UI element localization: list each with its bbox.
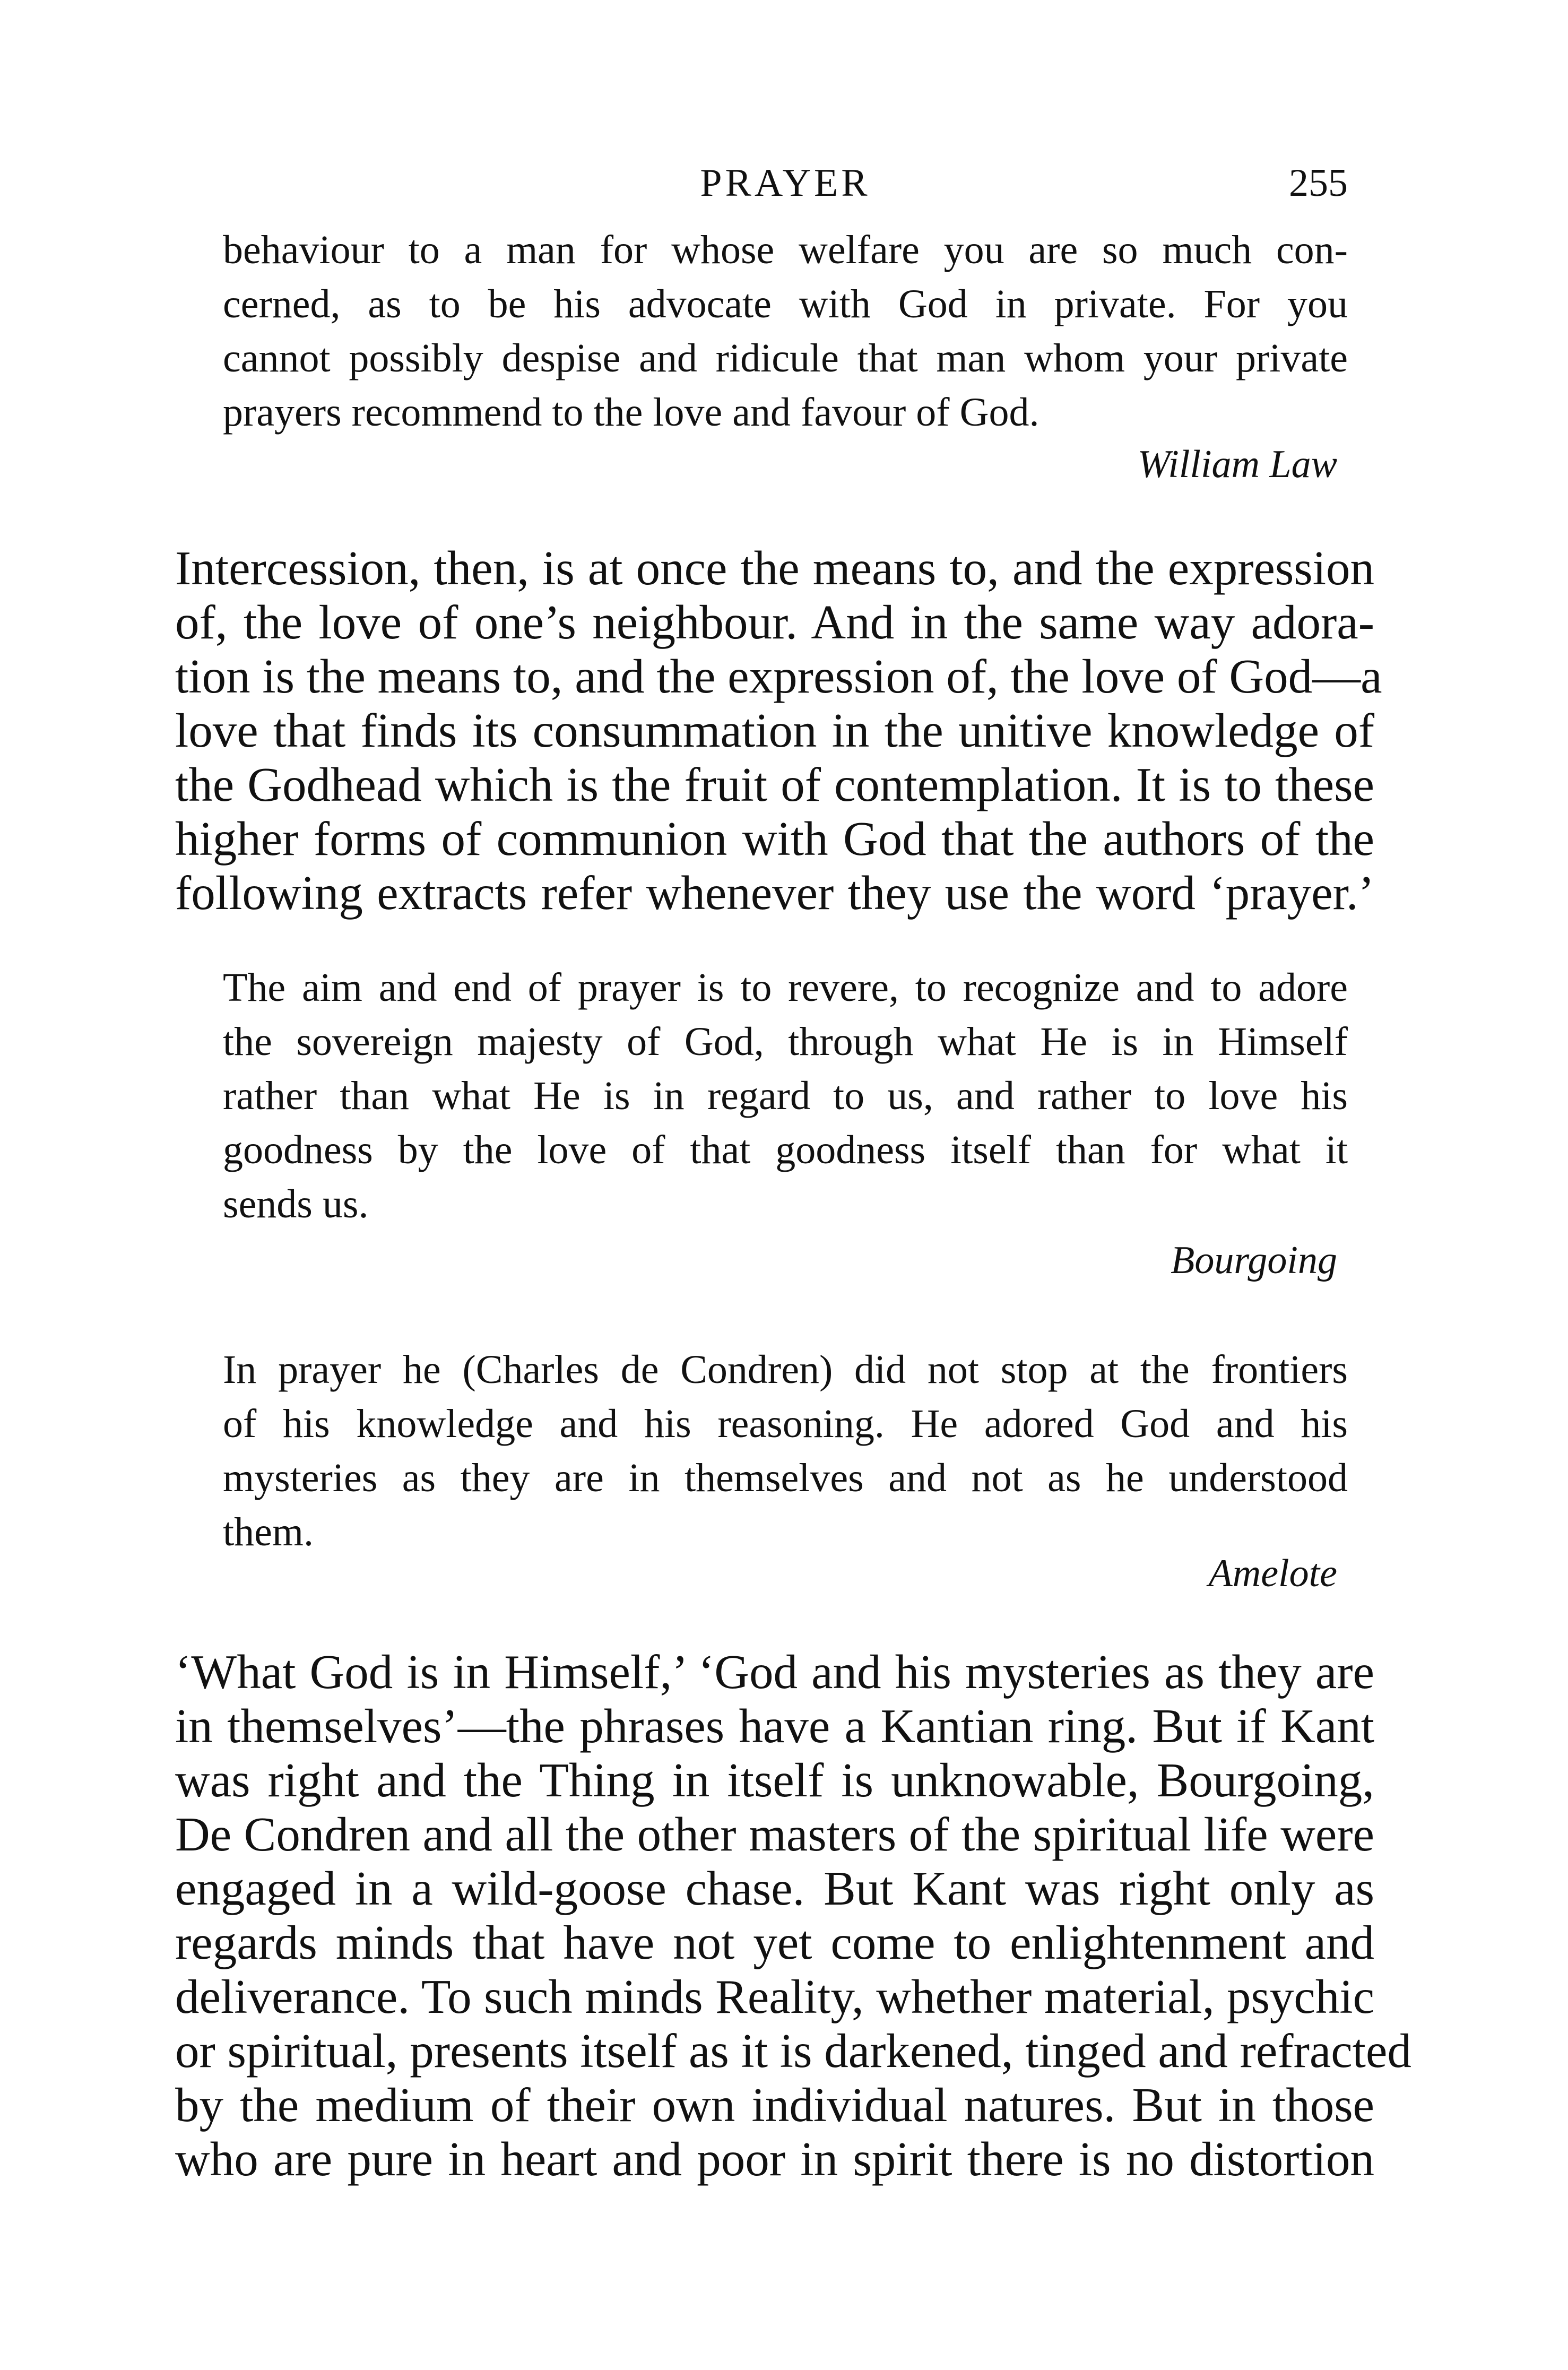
attribution-bourgoing: Bourgoing — [1171, 1239, 1337, 1282]
text-line: cerned, as to be his advocate with God in private. For you — [223, 282, 1348, 326]
text-line: ‘What God is in Himself,’ ‘God and his mysteries as they are — [175, 1645, 1374, 1699]
text-line: goodness by the love of that goodness itself than for what it — [223, 1128, 1348, 1172]
text-line: who are pure in heart and poor in spirit there is no distortion — [175, 2132, 1374, 2186]
text-line: The aim and end of prayer is to revere, to recognize and to adore — [223, 965, 1348, 1010]
body-paragraph-kant — [175, 1645, 1411, 2186]
text-line: prayers recommend to the love and favour of God. — [223, 390, 1039, 435]
text-line: higher forms of communion with God that the authors of the — [175, 812, 1374, 866]
text-line: of his knowledge and his reasoning. He adored God and his — [223, 1402, 1348, 1446]
running-title: PRAYER — [700, 161, 871, 205]
quote-bourgoing — [223, 961, 1348, 1231]
text-line: them. — [223, 1510, 314, 1554]
running-head — [223, 159, 1348, 207]
attribution-amelote: Amelote — [1208, 1552, 1337, 1595]
attribution-william-law: William Law — [1137, 443, 1337, 486]
text-line: engaged in a wild-goose chase. But Kant was right only as — [175, 1862, 1374, 1915]
text-line: De Condren and all the other masters of the spiritual life were — [175, 1807, 1374, 1861]
text-line: in themselves’—the phrases have a Kantian ring. But if Kant — [175, 1699, 1374, 1753]
text-line: love that finds its consummation in the unitive knowledge of — [175, 704, 1374, 757]
text-line: deliverance. To such minds Reality, whether material, psychic — [175, 1970, 1374, 2023]
text-line: of, the love of one’s neighbour. And in the same way adora- — [175, 595, 1374, 649]
text-line: by the medium of their own individual natures. But in those — [175, 2078, 1374, 2132]
text-line: following extracts refer whenever they use the word ‘prayer.’ — [175, 866, 1374, 920]
text-line: the sovereign majesty of God, through what He is in Himself — [223, 1019, 1348, 1064]
text-line: regards minds that have not yet come to enlightenment and — [175, 1916, 1374, 1969]
text-line: behaviour to a man for whose welfare you are so much con- — [223, 228, 1348, 272]
text-line: the Godhead which is the fruit of contemplation. It is to these — [175, 758, 1374, 811]
text-line: Intercession, then, is at once the means to, and the expression — [175, 541, 1374, 595]
body-paragraph-intercession — [175, 541, 1382, 920]
text-line: tion is the means to, and the expression of, the love of God—a — [175, 650, 1382, 703]
text-line: was right and the Thing in itself is unknowable, Bourgoing, — [175, 1753, 1374, 1807]
page-number: 255 — [1289, 161, 1348, 205]
text-line: cannot possibly despise and ridicule that man whom your private — [223, 336, 1348, 380]
text-line: rather than what He is in regard to us, and rather to love his — [223, 1074, 1348, 1118]
text-line: In prayer he (Charles de Condren) did not stop at the frontiers — [223, 1347, 1348, 1392]
text-line: or spiritual, presents itself as it is darkened, tinged and refracted — [175, 2024, 1411, 2078]
quote-amelote — [223, 1343, 1348, 1559]
quote-william-law — [223, 223, 1348, 439]
text-line: mysteries as they are in themselves and not as he understood — [223, 1456, 1348, 1500]
text-line: sends us. — [223, 1182, 369, 1226]
